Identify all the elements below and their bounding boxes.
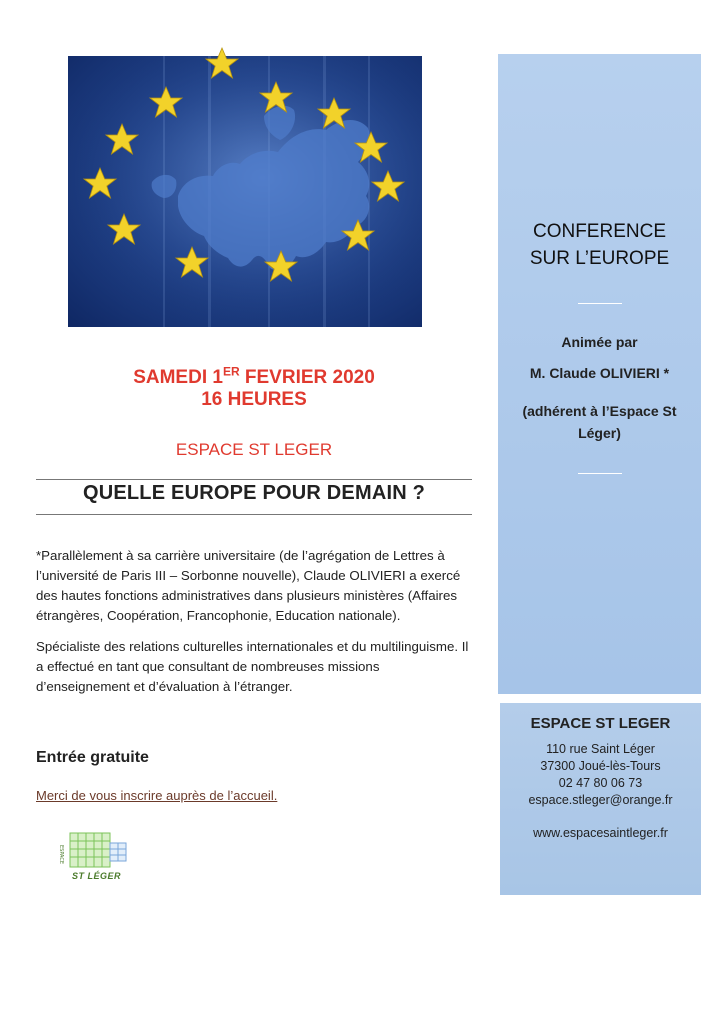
sidebar-divider-1: [578, 303, 622, 304]
europe-map-stars-icon: [68, 56, 422, 327]
registration-link[interactable]: Merci de vous inscrire auprès de l’accueil.: [36, 788, 278, 803]
logo-side-text: ESPACE: [58, 845, 64, 865]
event-date-time: [36, 364, 472, 411]
speaker-membership: (adhérent à l’Espace St Léger): [522, 403, 677, 441]
logo-text: ST LÉGER: [72, 871, 122, 881]
contact-city: 37300 Joué-lès-Tours: [540, 759, 661, 773]
speaker-bio: [36, 546, 472, 708]
contact-street: 110 rue Saint Léger: [546, 742, 655, 756]
animated-by-label: Animée par: [561, 334, 638, 350]
contact-phone: 02 47 80 06 73: [558, 776, 643, 790]
title-divider-bottom: [36, 514, 472, 515]
event-date: SAMEDI 1ER FEVRIER 2020: [133, 364, 375, 388]
title-divider-top: [36, 479, 472, 480]
building-logo-icon: [60, 827, 132, 871]
sidebar-conference-title: [498, 218, 701, 272]
event-venue: ESPACE ST LEGER: [175, 440, 333, 459]
europe-stars-image: [68, 56, 422, 327]
bio-paragraph-2: Spécialiste des relations culturelles internationales et du multilinguisme. Il a effectué en tant que consultant de nombreuses missions d’enseignement et d’évaluation à l’étranger.: [36, 639, 469, 694]
conference-sidebar: [498, 54, 701, 694]
contact-email[interactable]: espace.stleger@orange.fr: [528, 793, 673, 807]
free-entry-label: Entrée gratuite: [36, 749, 149, 766]
contact-box: [500, 703, 701, 895]
conference-title: QUELLE EUROPE POUR DEMAIN ?: [82, 482, 426, 504]
speaker-name: M. Claude OLIVIERI *: [529, 365, 670, 381]
contact-website[interactable]: www.espacesaintleger.fr: [533, 826, 668, 840]
contact-address: [500, 741, 701, 809]
sidebar-title-line-2: SUR L’EUROPE: [529, 248, 670, 269]
sidebar-divider-2: [578, 473, 622, 474]
sidebar-title-line-1: CONFERENCE: [532, 221, 666, 242]
contact-name: ESPACE ST LEGER: [530, 715, 671, 732]
bio-paragraph-1: *Parallèlement à sa carrière universitaire (de l’agrégation de Lettres à l’université de Paris III – Sorbonne nouvelle), Claude OLIVIERI a exercé des hautes fonctions administratives dans plusieurs ministères (Affaires étrangères, Coopération, Francophonie, Education nationale).: [36, 548, 461, 623]
event-time: 16 HEURES: [201, 389, 307, 410]
